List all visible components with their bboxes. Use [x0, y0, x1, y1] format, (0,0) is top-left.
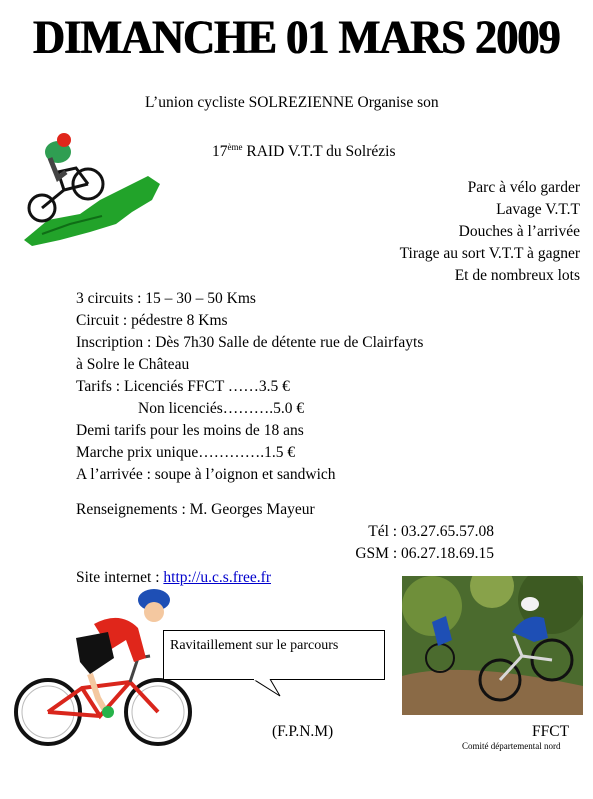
ffct-subtitle: Comité départemental nord — [462, 741, 561, 751]
event-details — [76, 288, 423, 486]
ravitaillement-callout: Ravitaillement sur le parcours — [163, 630, 385, 680]
circuits-line: 3 circuits : 15 – 30 – 50 Kms — [76, 290, 256, 307]
arrivee-line: A l’arrivée : soupe à l’oignon et sandwich — [76, 466, 336, 483]
service-item: Tirage au sort V.T.T à gagner — [399, 245, 580, 262]
callout-pointer-icon — [252, 679, 282, 697]
marche-line: Marche prix unique………….1.5 € — [76, 444, 296, 461]
services-list — [400, 177, 580, 287]
service-item: Lavage V.T.T — [496, 201, 580, 218]
renseignements-line: Renseignements : M. Georges Mayeur — [76, 501, 315, 518]
raid-name: RAID V.T.T du Solrézis — [246, 143, 396, 161]
service-item: Douches à l’arrivée — [458, 223, 580, 240]
tarifs-non-licencies-line: Non licenciés……….5.0 € — [138, 400, 305, 417]
pedestrian-line: Circuit : pédestre 8 Kms — [76, 312, 228, 329]
inscription-line: Inscription : Dès 7h30 Salle de détente rue de Clairfayts — [76, 334, 424, 351]
page-headline: DIMANCHE 01 MARS 2009 — [33, 11, 560, 64]
gsm-line: GSM : 06.27.18.69.15 — [355, 545, 494, 562]
mtb-photo-icon — [402, 576, 583, 715]
ffct-label: FFCT — [532, 723, 570, 740]
raid-title — [212, 136, 396, 163]
raid-number: 17 — [212, 143, 228, 161]
website-label: Site internet : — [76, 569, 164, 586]
inscription-place-line: à Solre le Château — [76, 356, 190, 373]
service-item: Parc à vélo garder — [467, 179, 580, 196]
phone-line: Tél : 03.27.65.57.08 — [368, 523, 494, 540]
mtb-photo — [402, 576, 583, 715]
organiser-line: L’union cycliste SOLREZIENNE Organise son — [145, 94, 439, 111]
demi-tarifs-line: Demi tarifs pour les moins de 18 ans — [76, 422, 304, 439]
tarifs-licencies-line: Tarifs : Licenciés FFCT ……3.5 € — [76, 378, 290, 395]
raid-superscript: ème — [227, 142, 243, 152]
website-link[interactable]: http://u.c.s.free.fr — [163, 569, 271, 586]
website-line — [76, 567, 271, 589]
cyclist-jump-clipart-icon — [20, 128, 164, 248]
fpnm-label: (F.P.N.M) — [272, 723, 334, 740]
service-item: Et de nombreux lots — [454, 267, 580, 284]
